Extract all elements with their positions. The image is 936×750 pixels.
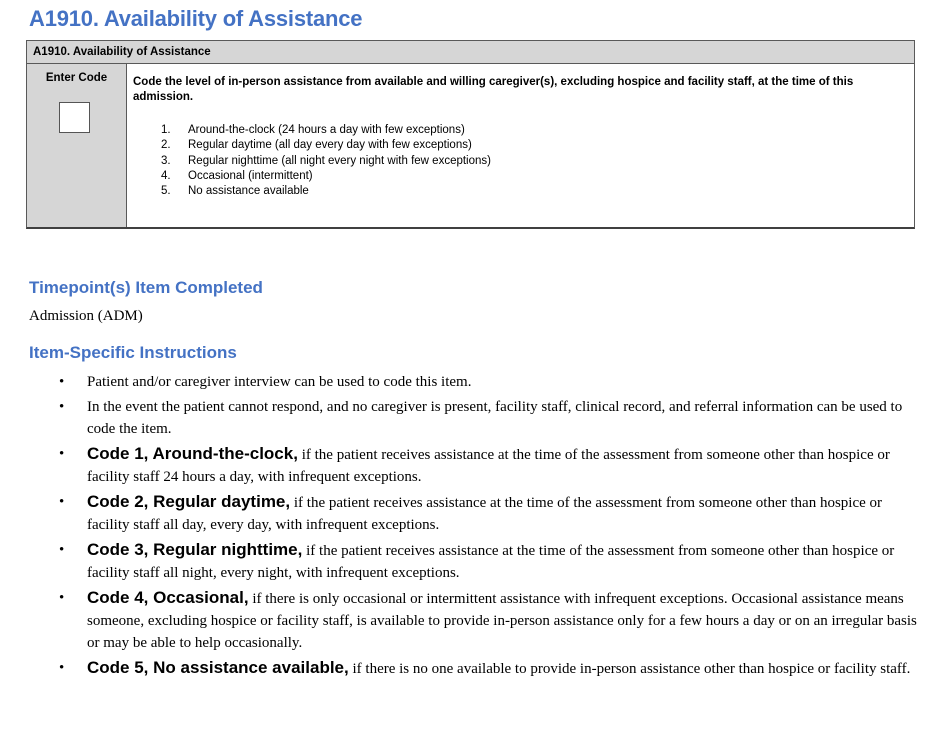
option-item (161, 169, 491, 184)
item-box (26, 40, 915, 229)
bullet-icon: • (59, 494, 65, 510)
option-text: Regular nighttime (all night every night with few exceptions) (188, 154, 491, 167)
instruction-text: if there is no one available to provide in-person assistance other than hospice or facility staff. (348, 661, 911, 677)
instruction-item (59, 491, 919, 536)
option-number: 5. (161, 185, 171, 198)
instruction-text: if the patient receives assistance at the time of the assessment from someone other than hospice or facility staff all day, every day, with infrequent exceptions. (87, 495, 883, 533)
option-number: 1. (161, 124, 171, 136)
option-text: Occasional (intermittent) (188, 169, 313, 182)
code-lead: Code 2, Regular daytime, (87, 492, 291, 511)
instructions-list (59, 371, 919, 683)
option-item (161, 123, 491, 138)
code-lead: Code 3, Regular nighttime, (87, 540, 303, 559)
option-number: 3. (161, 154, 171, 167)
instruction-item (59, 396, 919, 440)
instruction-item (59, 443, 919, 488)
item-box-header: A1910. Availability of Assistance (27, 41, 914, 64)
response-options (161, 123, 491, 199)
bullet-icon: • (59, 399, 65, 415)
option-item (161, 138, 491, 153)
instruction-text: if the patient receives assistance at the time of the assessment from someone other than hospice or facility staff 24 hours a day, with infrequent exceptions. (87, 447, 890, 485)
option-text: Around-the-clock (24 hours a day with few exceptions) (188, 124, 465, 136)
option-number: 4. (161, 169, 171, 182)
code-entry-box[interactable] (59, 102, 90, 133)
bullet-icon: • (59, 590, 65, 606)
enter-code-column (27, 64, 127, 227)
option-text: No assistance available (188, 185, 309, 198)
code-lead: Code 1, Around-the-clock, (87, 444, 298, 463)
bullet-icon: • (59, 660, 65, 676)
bullet-icon: • (59, 374, 65, 390)
option-number: 2. (161, 139, 171, 152)
instruction-text: if there is only occasional or intermittent assistance with infrequent exceptions. Occasional assistance means someone, excluding hospice or facility staff, is available to provide in-person assistance only for a few hours a day or on an irregular basis or may be able to help occasionally. (87, 591, 917, 651)
instruction-item (59, 657, 919, 680)
question-text: Code the level of in-person assistance from available and willing caregiver(s), excluding hospice and facility staff, at the time of this admission. (133, 76, 854, 103)
option-item (161, 184, 491, 199)
option-item (161, 154, 491, 169)
instructions-heading: Item-Specific Instructions (29, 343, 237, 362)
instruction-text: In the event the patient cannot respond, and no caregiver is present, facility staff, clinical record, and referral information can be used to code the item. (87, 399, 903, 437)
enter-code-label: Enter Code (45, 72, 108, 84)
timepoints-value: Admission (ADM) (29, 308, 143, 324)
option-text: Regular daytime (all day every day with few exceptions) (188, 139, 472, 152)
instruction-item (59, 539, 919, 584)
bullet-icon: • (59, 446, 65, 462)
code-lead: Code 5, No assistance available, (87, 658, 349, 677)
page-title: A1910. Availability of Assistance (29, 6, 363, 31)
instruction-item (59, 371, 919, 393)
instruction-text: Patient and/or caregiver interview can be used to code this item. (87, 374, 472, 390)
timepoints-heading: Timepoint(s) Item Completed (29, 278, 263, 297)
instruction-text: if the patient receives assistance at the time of the assessment from someone other than hospice or facility staff all night, every night, with infrequent exceptions. (87, 543, 895, 581)
code-lead: Code 4, Occasional, (87, 588, 249, 607)
bullet-icon: • (59, 542, 65, 558)
instruction-item (59, 587, 919, 654)
